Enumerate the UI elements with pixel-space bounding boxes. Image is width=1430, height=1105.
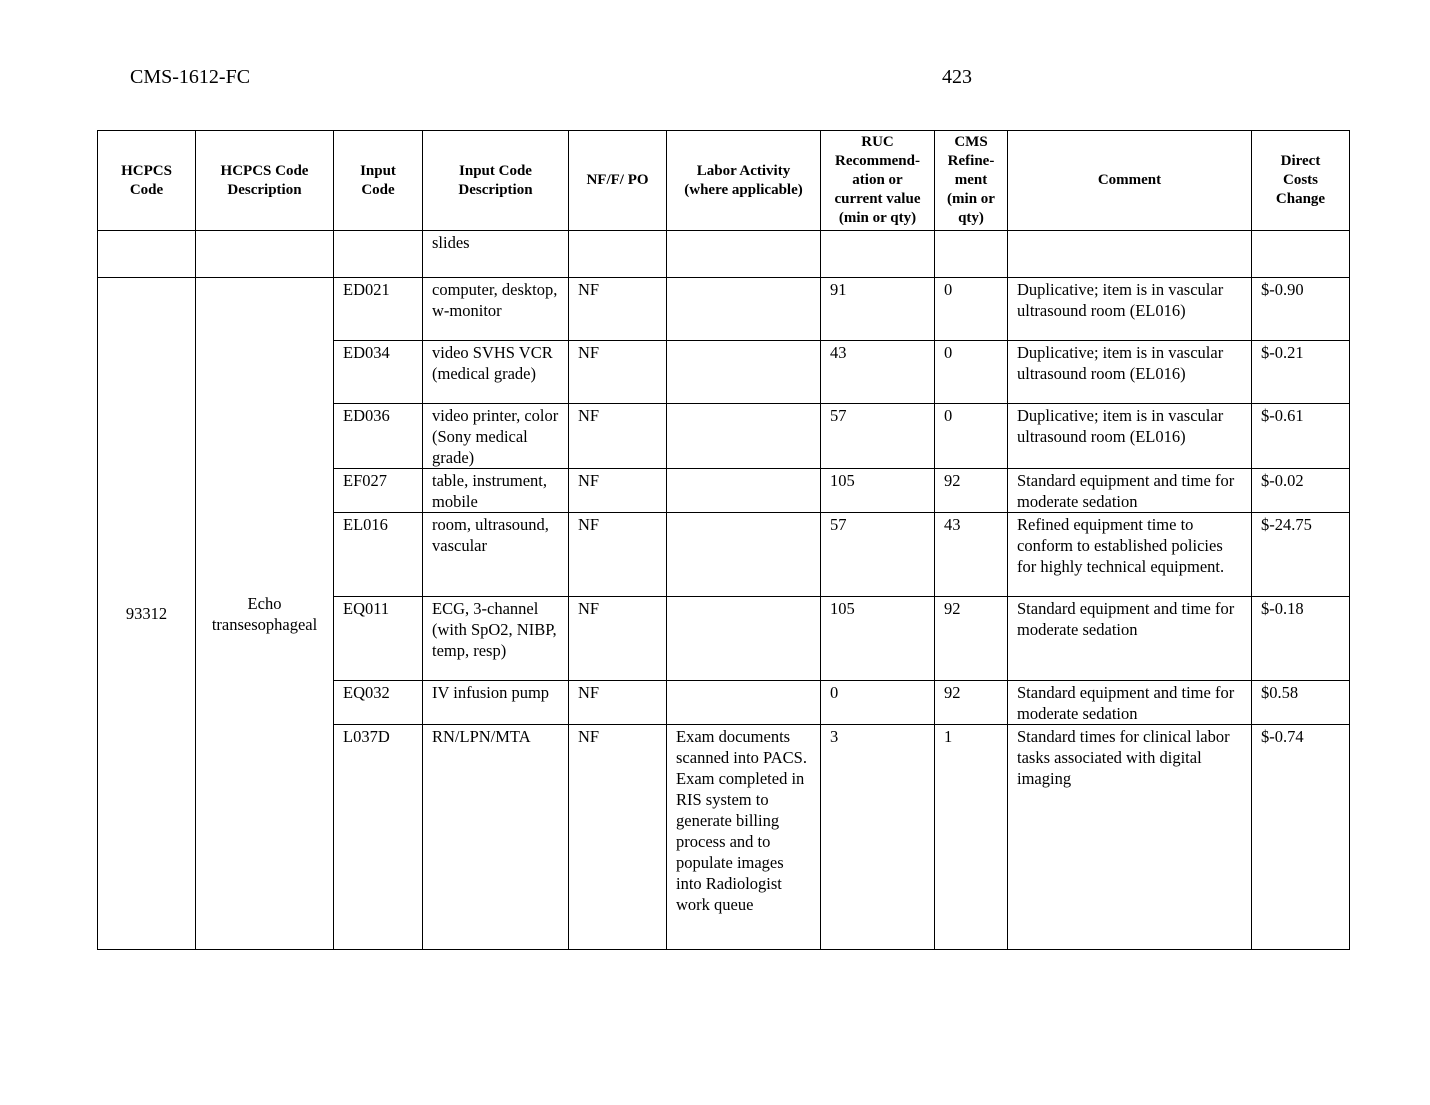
cell-ruc: 43 <box>821 341 935 404</box>
cell-change: $-0.18 <box>1252 597 1350 681</box>
cell-comment: Standard equipment and time for moderate sedation <box>1008 681 1252 725</box>
cell-input-code: ED036 <box>334 404 423 469</box>
cell-comment: Standard equipment and time for moderate sedation <box>1008 469 1252 513</box>
cell-input-code: ED021 <box>334 278 423 341</box>
cell-nf: NF <box>569 725 667 950</box>
cell-labor: Exam documents scanned into PACS. Exam completed in RIS system to generate billing process and to populate images into Radiologist work queue <box>667 725 821 950</box>
col-header-nf-f-po: NF/F/ PO <box>569 131 667 231</box>
cell-input-desc: IV infusion pump <box>423 681 569 725</box>
cell-ruc: 91 <box>821 278 935 341</box>
cell-comment: Standard times for clinical labor tasks associated with digital imaging <box>1008 725 1252 950</box>
cell-input-code: EQ032 <box>334 681 423 725</box>
cell-labor <box>667 231 821 278</box>
cell-labor <box>667 597 821 681</box>
cell-cms: 1 <box>935 725 1008 950</box>
cell-input-code: EL016 <box>334 513 423 597</box>
cell-input-code: L037D <box>334 725 423 950</box>
cell-input-code: ED034 <box>334 341 423 404</box>
cell-input-desc: RN/LPN/MTA <box>423 725 569 950</box>
cell-comment: Duplicative; item is in vascular ultrasound room (EL016) <box>1008 278 1252 341</box>
col-header-direct-costs-change: Direct Costs Change <box>1252 131 1350 231</box>
cell-nf: NF <box>569 597 667 681</box>
cell-cms: 92 <box>935 469 1008 513</box>
cell-comment: Duplicative; item is in vascular ultrasound room (EL016) <box>1008 341 1252 404</box>
cell-hcpcs-code: 93312 <box>98 278 196 950</box>
cell-labor <box>667 513 821 597</box>
cell-cms: 43 <box>935 513 1008 597</box>
cell-nf: NF <box>569 681 667 725</box>
table-header <box>98 131 1350 231</box>
cell-input-code: EQ011 <box>334 597 423 681</box>
cell-ruc: 3 <box>821 725 935 950</box>
col-header-cms-refinement: CMS Refine-ment (min or qty) <box>935 131 1008 231</box>
cell-hcpcs-description: Echo transesophageal <box>196 278 334 950</box>
cell-ruc: 105 <box>821 469 935 513</box>
cell-nf <box>569 231 667 278</box>
cell-cms: 92 <box>935 597 1008 681</box>
cell-hcpcs <box>98 231 196 278</box>
cell-ruc: 0 <box>821 681 935 725</box>
cell-input-desc: table, instrument, mobile <box>423 469 569 513</box>
cell-change: $-0.21 <box>1252 341 1350 404</box>
cell-hcpcs-desc <box>196 231 334 278</box>
cell-change: $-0.61 <box>1252 404 1350 469</box>
cell-input-desc: computer, desktop, w-monitor <box>423 278 569 341</box>
cell-labor <box>667 404 821 469</box>
cell-labor <box>667 681 821 725</box>
cell-ruc: 57 <box>821 513 935 597</box>
cell-input-desc: slides <box>423 231 569 278</box>
cell-nf: NF <box>569 469 667 513</box>
cell-cms: 0 <box>935 278 1008 341</box>
cell-comment: Refined equipment time to conform to established policies for highly technical equipment. <box>1008 513 1252 597</box>
col-header-input-code: Input Code <box>334 131 423 231</box>
cell-ruc: 105 <box>821 597 935 681</box>
cell-change: $-0.74 <box>1252 725 1350 950</box>
col-header-hcpcs-desc: HCPCS Code Description <box>196 131 334 231</box>
cell-ruc <box>821 231 935 278</box>
cell-comment: Duplicative; item is in vascular ultrasound room (EL016) <box>1008 404 1252 469</box>
col-header-hcpcs-code: HCPCS Code <box>98 131 196 231</box>
cell-ruc: 57 <box>821 404 935 469</box>
col-header-labor-activity: Labor Activity (where applicable) <box>667 131 821 231</box>
cell-change: $-0.90 <box>1252 278 1350 341</box>
cell-change: $-0.02 <box>1252 469 1350 513</box>
cell-labor <box>667 341 821 404</box>
table-row <box>98 231 1350 278</box>
cell-nf: NF <box>569 513 667 597</box>
cell-change: $0.58 <box>1252 681 1350 725</box>
cell-input-code <box>334 231 423 278</box>
cell-labor <box>667 278 821 341</box>
page-number: 423 <box>942 66 972 88</box>
cell-cms <box>935 231 1008 278</box>
pe-inputs-table <box>97 130 1350 950</box>
cell-cms: 0 <box>935 341 1008 404</box>
cell-cms: 92 <box>935 681 1008 725</box>
cell-input-desc: video printer, color (Sony medical grade) <box>423 404 569 469</box>
cell-change: $-24.75 <box>1252 513 1350 597</box>
cell-nf: NF <box>569 278 667 341</box>
cell-input-code: EF027 <box>334 469 423 513</box>
cell-input-desc: video SVHS VCR (medical grade) <box>423 341 569 404</box>
cell-input-desc: ECG, 3-channel (with SpO2, NIBP, temp, resp) <box>423 597 569 681</box>
col-header-comment: Comment <box>1008 131 1252 231</box>
cell-change <box>1252 231 1350 278</box>
document-id: CMS-1612-FC <box>130 66 251 88</box>
cell-input-desc: room, ultrasound, vascular <box>423 513 569 597</box>
table-row <box>98 278 1350 341</box>
col-header-ruc-recommendation: RUC Recommend-ation or current value (min or qty) <box>821 131 935 231</box>
cell-nf: NF <box>569 341 667 404</box>
cell-comment: Standard equipment and time for moderate sedation <box>1008 597 1252 681</box>
cell-labor <box>667 469 821 513</box>
col-header-input-desc: Input Code Description <box>423 131 569 231</box>
cell-comment <box>1008 231 1252 278</box>
cell-nf: NF <box>569 404 667 469</box>
cell-cms: 0 <box>935 404 1008 469</box>
